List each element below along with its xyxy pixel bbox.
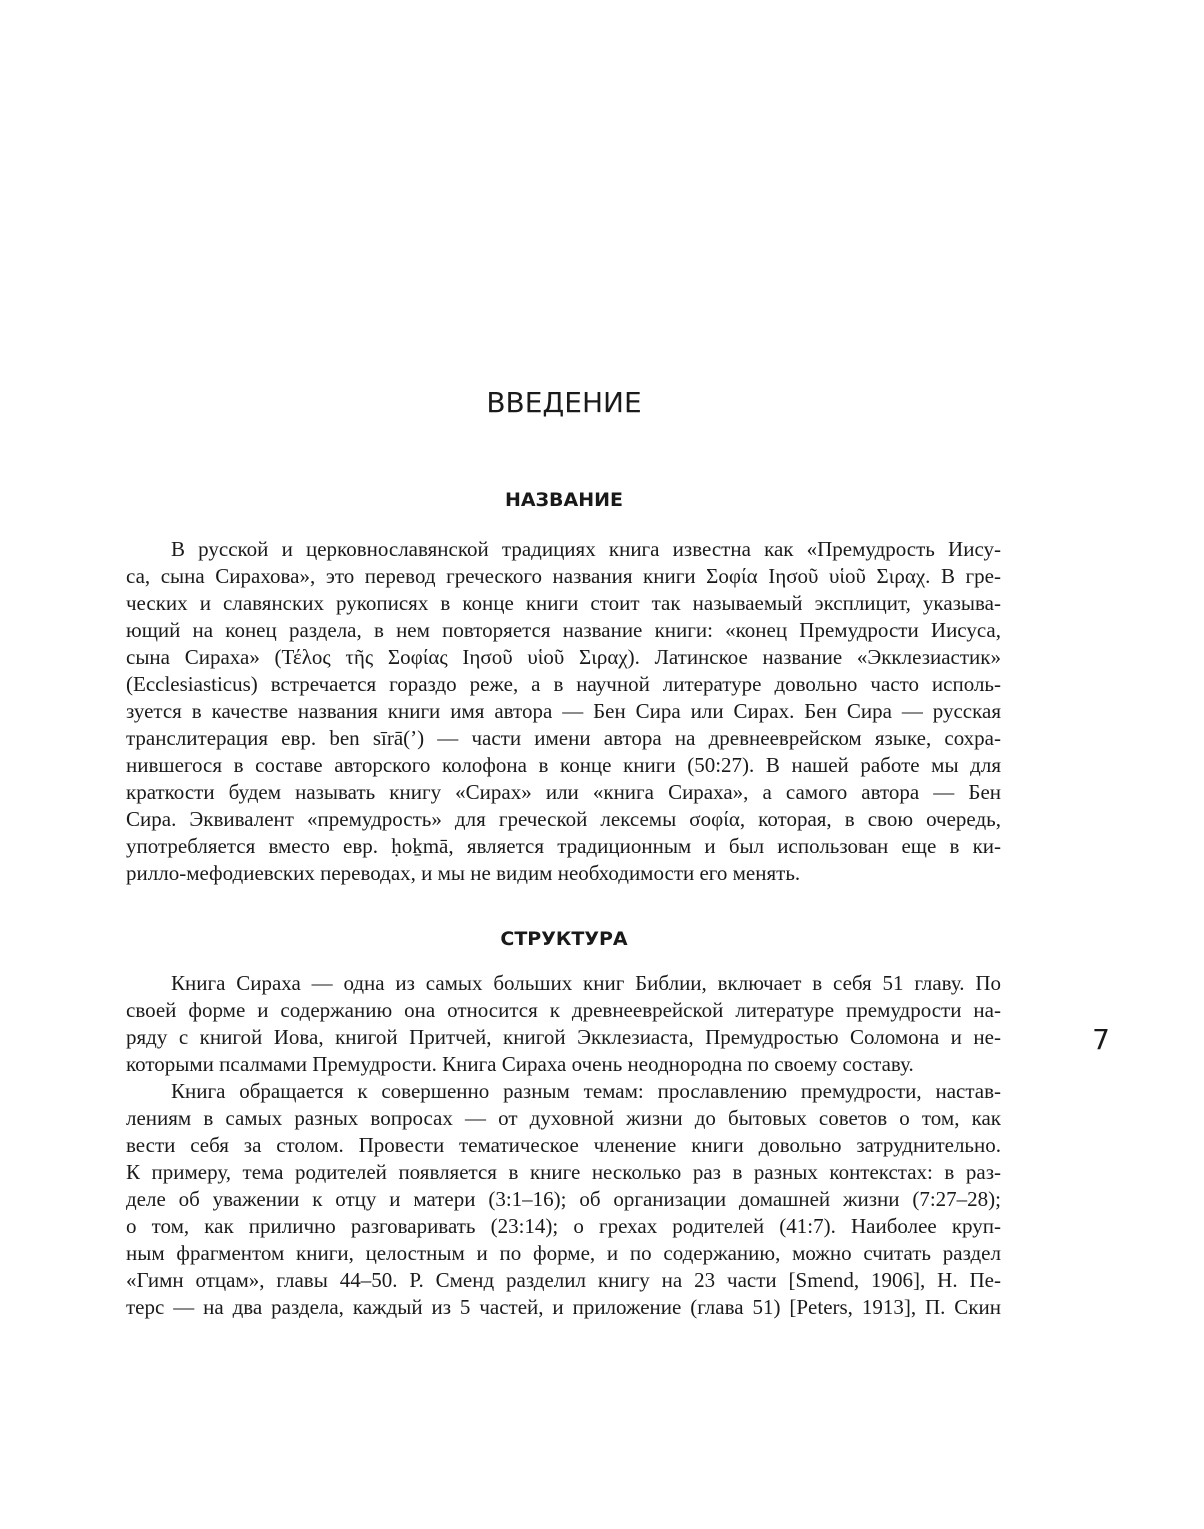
text-line: деле об уважении к отцу и матери (3:1–16); об организации домашней жизни (7:27–28); — [126, 1187, 1001, 1211]
text-line: (Ecclesiasticus) встречается гораздо реже, а в научной литературе довольно часто исполь- — [126, 672, 1001, 696]
text-line: Книга обращается к совершенно разным темам: прославлению премудрости, настав- — [171, 1079, 1001, 1103]
text-line: ющий на конец раздела, в нем повторяется название книги: «конец Премудрости Иисуса, — [126, 618, 1001, 642]
text-line: лениям в самых разных вопросах — от духовной жизни до бытовых советов о том, как — [126, 1106, 1001, 1130]
text-line: рилло-мефодиевских переводах, и мы не видим необходимости его менять. — [126, 861, 801, 885]
chapter-title: ВВЕДЕНИЕ — [486, 386, 642, 419]
text-line: сына Сираха» (Τέλος τῆς Σοφίας Ιησοῦ υἱοῦ Σιραχ). Латинское название «Экклезиастик» — [126, 645, 1001, 669]
paragraph-name — [126, 536, 1001, 887]
text-line: нившегося в составе авторского колофона в конце книги (50:27). В нашей работе мы для — [126, 753, 1001, 777]
paragraph-structure-1 — [126, 970, 1001, 1078]
text-line: са, сына Сирахова», это перевод греческого названия книги Σοφία Ιησοῦ υἱοῦ Σιραχ. В гре- — [126, 564, 1001, 588]
text-line: В русской и церковнославянской традициях книга известна как «Премудрость Иису- — [171, 537, 1001, 561]
text-line: своей форме и содержанию она относится к древнееврейской литературе премудрости на- — [126, 998, 1001, 1022]
text-line: терс — на два раздела, каждый из 5 частей, и приложение (глава 51) [Peters, 1913], П. Скин — [126, 1295, 1001, 1319]
page-number: 7 — [1092, 1023, 1110, 1056]
paragraph-structure-2 — [126, 1078, 1001, 1321]
text-line: ряду с книгой Иова, книгой Притчей, книгой Экклезиаста, Премудростью Соломона и не- — [126, 1025, 1001, 1049]
text-line: «Гимн отцам», главы 44–50. Р. Сменд разделил книгу на 23 части [Smend, 1906], Н. Пе- — [126, 1268, 1001, 1292]
text-line: транслитерация евр. ben sīrā(’) — части имени автора на древнееврейском языке, сохра- — [126, 726, 1001, 750]
text-line: Книга Сираха — одна из самых больших книг Библии, включает в себя 51 главу. По — [171, 971, 1001, 995]
text-line: К примеру, тема родителей появляется в книге несколько раз в разных контекстах: в раз- — [126, 1160, 1001, 1184]
text-line: вести себя за столом. Провести тематическое членение книги довольно затруднительно. — [126, 1133, 1001, 1157]
text-line: которыми псалмами Премудрости. Книга Сираха очень неоднородна по своему составу. — [126, 1052, 914, 1076]
text-line: краткости будем называть книгу «Сирах» или «книга Сираха», а самого автора — Бен — [126, 780, 1001, 804]
text-line: о том, как прилично разговаривать (23:14); о грехах родителей (41:7). Наиболее круп- — [126, 1214, 1001, 1238]
text-line: Сира. Эквивалент «премудрость» для греческой лексемы σοφία, которая, в свою очередь, — [126, 807, 1001, 831]
text-line: ческих и славянских рукописях в конце книги стоит так называемый эксплицит, указыва- — [126, 591, 1001, 615]
text-line: зуется в качестве названия книги имя автора — Бен Сира или Сирах. Бен Сира — русская — [126, 699, 1001, 723]
section-heading-name: НАЗВАНИЕ — [504, 489, 624, 511]
section-heading-structure: СТРУКТУРА — [500, 928, 628, 950]
text-line: употребляется вместо евр. ḥoḵmā, является традиционным и был использован еще в ки- — [126, 834, 1001, 858]
text-line: ным фрагментом книги, целостным и по форме, и по содержанию, можно считать раздел — [126, 1241, 1001, 1265]
